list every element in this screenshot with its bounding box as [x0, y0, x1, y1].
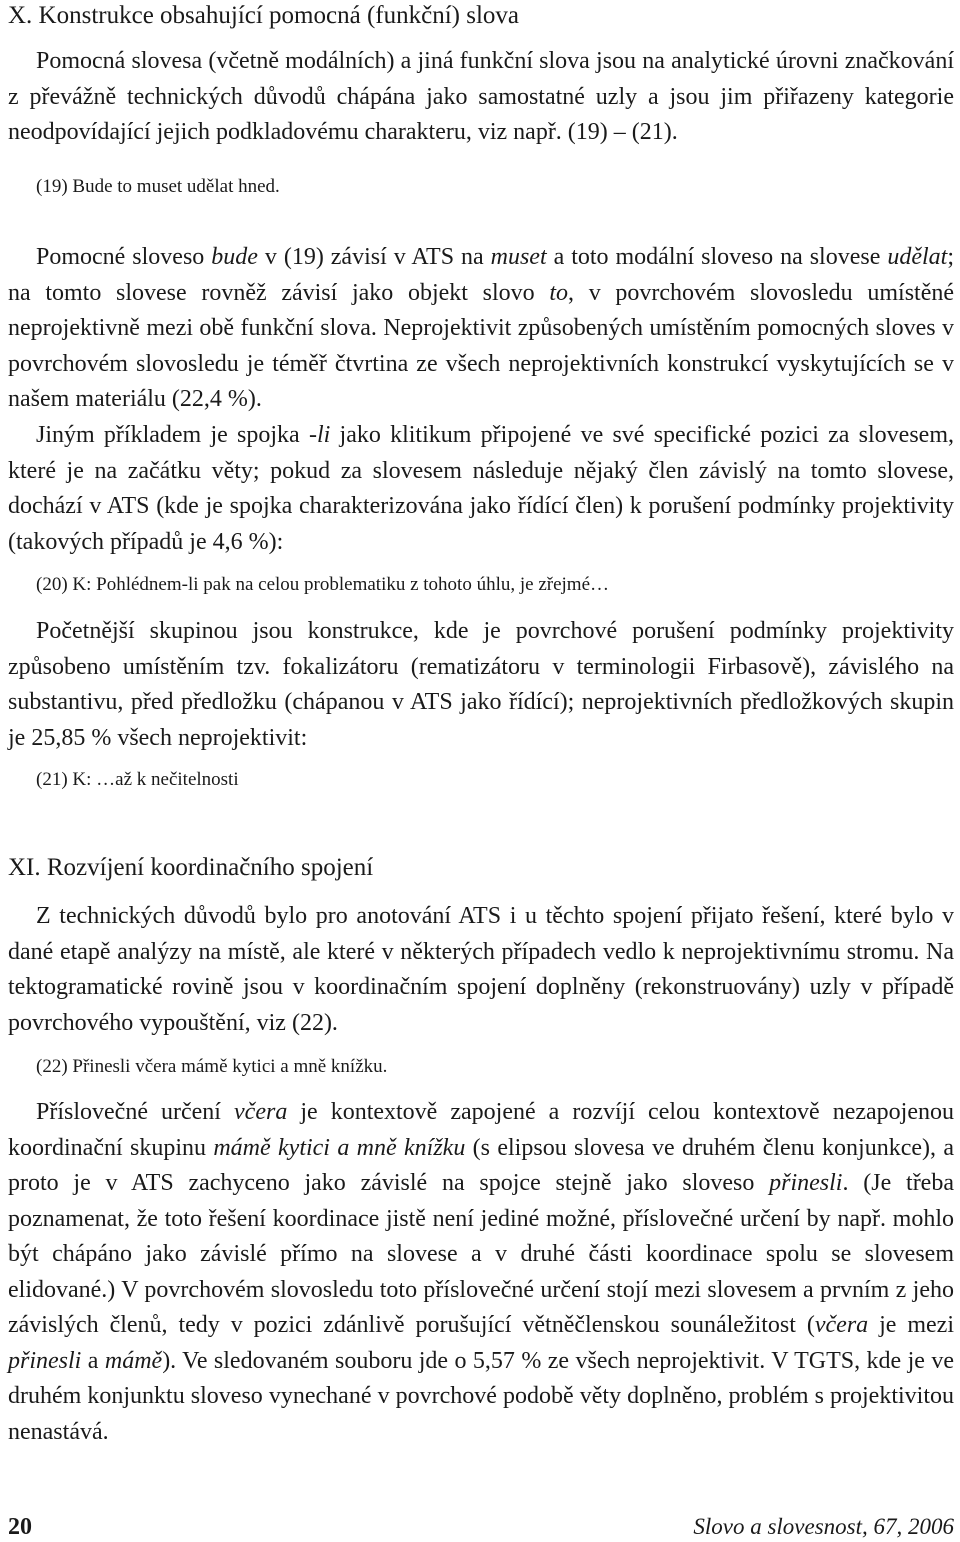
section-heading-xi: XI. Rozvíjení koordinačního spojení: [8, 854, 374, 881]
example-19: (19) Bude to muset udělat hned.: [36, 176, 280, 197]
journal-name: Slovo a slovesnost, 67, 2006: [693, 1514, 954, 1539]
paragraph: Z technických důvodů bylo pro anotování ATS i u těchto spojení přijato řešení, které bylo v dané etapě analýzy na místě, ale které v některých případech vedlo k neprojektivnímu stromu. Na tektogramatické rovině jsou v koordinačním spojení doplněny (rekonstruovány) uzly v případě povrchového vypouštění, viz (22).: [8, 903, 954, 1036]
paragraph: Početnější skupinou jsou konstrukce, kde je povrchové porušení podmínky projektivity způsobeno umístěním tzv. fokalizátoru (rematizátoru v terminologii Firbasově), závislého na substantivu, před předložku (chápanou v ATS jako řídící); neprojektivních předložkových skupin je 25,85 % všech neprojektivit:: [8, 618, 954, 751]
example-21: (21) K: …až k nečitelnosti: [36, 769, 239, 790]
paragraph: Jiným příkladem je spojka -li jako klitikum připojené ve své specifické pozici za slovesem, které je na začátku věty; pokud za slovesem následuje nějaký člen závislý na tomto slovese, dochází v ATS (kde je spojka charakterizována jako řídící člen) k porušení podmínky projektivity (takových případů je 4,6 %):: [8, 422, 954, 555]
example-22: (22) Přinesli včera mámě kytici a mně knížku.: [36, 1056, 388, 1077]
section-heading-x: X. Konstrukce obsahující pomocná (funkční) slova: [8, 2, 519, 29]
paragraph: Pomocná slovesa (včetně modálních) a jiná funkční slova jsou na analytické úrovni značkování z převážně technických důvodů chápána jako samostatné uzly a jsou jim přiřazeny kategorie neodpovídající jejich podkladovému charakteru, viz např. (19) – (21).: [8, 48, 954, 145]
paragraph: Příslovečné určení včera je kontextově zapojené a rozvíjí celou kontextově nezapojenou koordinační skupinu mámě kytici a mně knížku (s elipsou slovesa ve druhém členu konjunkce), a proto je v ATS zachyceno jako závislé na spojce stejně jako sloveso přinesli. (Je třeba poznamenat, že toto řešení koordinace jistě není jediné možné, příslovečné určení by např. mohlo být chápáno jako závislé přímo na slovese a v druhé části koordinace spolu se slovesem elidované.) V povrchovém slovosledu toto příslovečné určení stojí mezi slovesem a prvním z jeho závislých členů, tedy v pozici zdánlivě porušující větněčlenskou sounáležitost (včera je mezi přinesli a mámě). Ve sledovaném souboru jde o 5,57 % ze všech neprojektivit. V TGTS, kde je ve druhém konjunktu sloveso vynechané v povrchové podobě věty doplněno, problém s projektivitou nenastává.: [8, 1099, 955, 1445]
paragraph: Pomocné sloveso bude v (19) závisí v ATS na muset a toto modální sloveso na slovese udělat; na tomto slovese rovněž závisí jako objekt slovo to, v povrchovém slovosledu umístěné neprojektivně mezi obě funkční slova. Neprojektivit způsobených umístěním pomocných sloves v povrchovém slovosledu je téměř čtvrtina ze všech neprojektivních konstrukcí vyskytujících se v našem materiálu (22,4 %).: [8, 244, 955, 412]
page-number: 20: [8, 1514, 32, 1540]
example-20: (20) K: Pohlédnem-li pak na celou problematiku z tohoto úhlu, je zřejmé…: [36, 574, 610, 595]
